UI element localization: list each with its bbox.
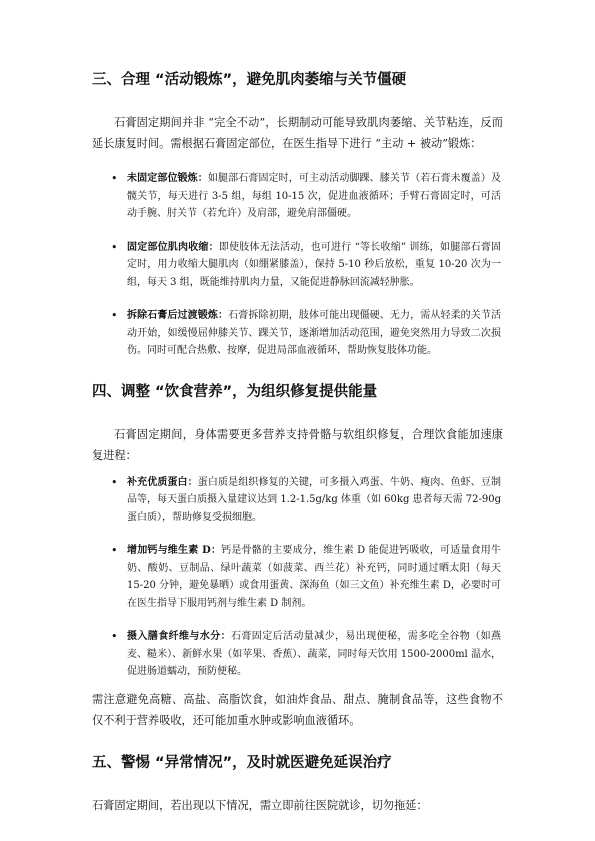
- section-heading-4: 四、调整 “饮食营养”，为组织修复提供能量: [92, 383, 378, 400]
- list-item-text: 钙是骨骼的主要成分，维生素 D 能促进钙吸收，可适量食用牛奶、酸奶、豆制品、绿叶蔬菜（如菠菜、西兰花）补充钙，同时通过晒太阳（每天 15-20 分钟，避免暴晒）或食用蛋黄、深海鱼（如三文鱼）补充维生素 D，必要时可在医生指导下服用钙剂与维生素 D 制剂。: [127, 545, 501, 609]
- list-item: [92, 628, 503, 681]
- list-item: [92, 239, 503, 292]
- list-item-text: 蛋白质是组织修复的关键，可多摄入鸡蛋、牛奶、瘦肉、鱼虾、豆制品等，每天蛋白质摄入量建议达到 1.2-1.5g/kg 体重（如 60kg 患者每天需 72-90g 蛋白质），帮助修复受损细胞。: [127, 476, 502, 523]
- section-4-outro: 需注意避免高糖、高盐、高脂饮食，如油炸食品、甜点、腌制食品等，这些食物不仅不利于营养吸收，还可能加重水肿或影响血液循环。: [92, 692, 503, 727]
- section-4-intro: 石膏固定期间，身体需要更多营养支持骨骼与软组织修复，合理饮食能加速康复进程：: [92, 427, 503, 462]
- list-item-title: 摄入膳食纤维与水分：: [127, 631, 231, 642]
- section-4-list: [92, 474, 503, 681]
- list-item: [92, 307, 503, 360]
- list-item-title: 未固定部位锻炼：: [127, 173, 208, 184]
- list-item-title: 增加钙与维生素 D：: [127, 545, 222, 556]
- list-item-text: 石膏固定后活动量减少，易出现便秘，需多吃全谷物（如燕麦、糙米）、新鲜水果（如苹果、香蕉）、蔬菜，同时每天饮用 1500-2000ml 温水，促进肠道蠕动，预防便秘。: [127, 631, 501, 677]
- section-heading-3: 三、合理 “活动锻炼”，避免肌肉萎缩与关节僵硬: [92, 72, 407, 88]
- section-3-list: [92, 170, 503, 360]
- list-item: [92, 170, 503, 223]
- list-item: [92, 474, 503, 527]
- section-3-intro: 石膏固定期间并非 “完全不动”，长期制动可能导致肌肉萎缩、关节粘连，反而延长康复时间。需根据石膏固定部位，在医生指导下进行 “主动 + 被动”锻炼：: [92, 116, 503, 150]
- list-item-title: 拆除石膏后过渡锻炼：: [127, 310, 229, 321]
- list-item-text: 即使肢体无法活动，也可进行 “等长收缩” 训练，如腿部石膏固定时，用力收缩大腿肌肉（如绷紧膝盖），保持 5-10 秒后放松，重复 10-20 次为一组，每天 3 组，既能维持肌肉力量，又能促进静脉回流减轻肿胀。: [127, 241, 501, 288]
- bullet-icon: •: [111, 309, 118, 322]
- list-item: [92, 542, 503, 612]
- bullet-icon: •: [111, 544, 118, 557]
- bullet-icon: •: [111, 630, 118, 643]
- list-item-text: 石膏拆除初期，肢体可能出现僵硬、无力，需从轻柔的关节活动开始，如缓慢屈伸膝关节、踝关节，逐渐增加活动范围，避免突然用力导致二次损伤。同时可配合热敷、按摩，促进局部血液循环，帮助恢复肢体功能。: [127, 310, 502, 356]
- list-item-text: 如腿部石膏固定时，可主动活动脚踝、膝关节（若石膏未覆盖）及髋关节，每天进行 3-5 组，每组 10-15 次，促进血液循环；手臂石膏固定时，可活动手腕、肘关节（若允许）及肩部，避免肩部僵硬。: [127, 173, 502, 219]
- bullet-icon: •: [111, 172, 118, 185]
- section-heading-5: 五、警惕 “异常情况”，及时就医避免延误治疗: [92, 754, 392, 771]
- section-5-intro: 石膏固定期间，若出现以下情况，需立即前往医院就诊，切勿拖延：: [92, 798, 428, 812]
- bullet-icon: •: [111, 240, 118, 254]
- bullet-icon: •: [111, 475, 118, 489]
- list-item-title: 补充优质蛋白：: [127, 476, 198, 488]
- list-item-title: 固定部位肌肉收缩：: [127, 241, 219, 253]
